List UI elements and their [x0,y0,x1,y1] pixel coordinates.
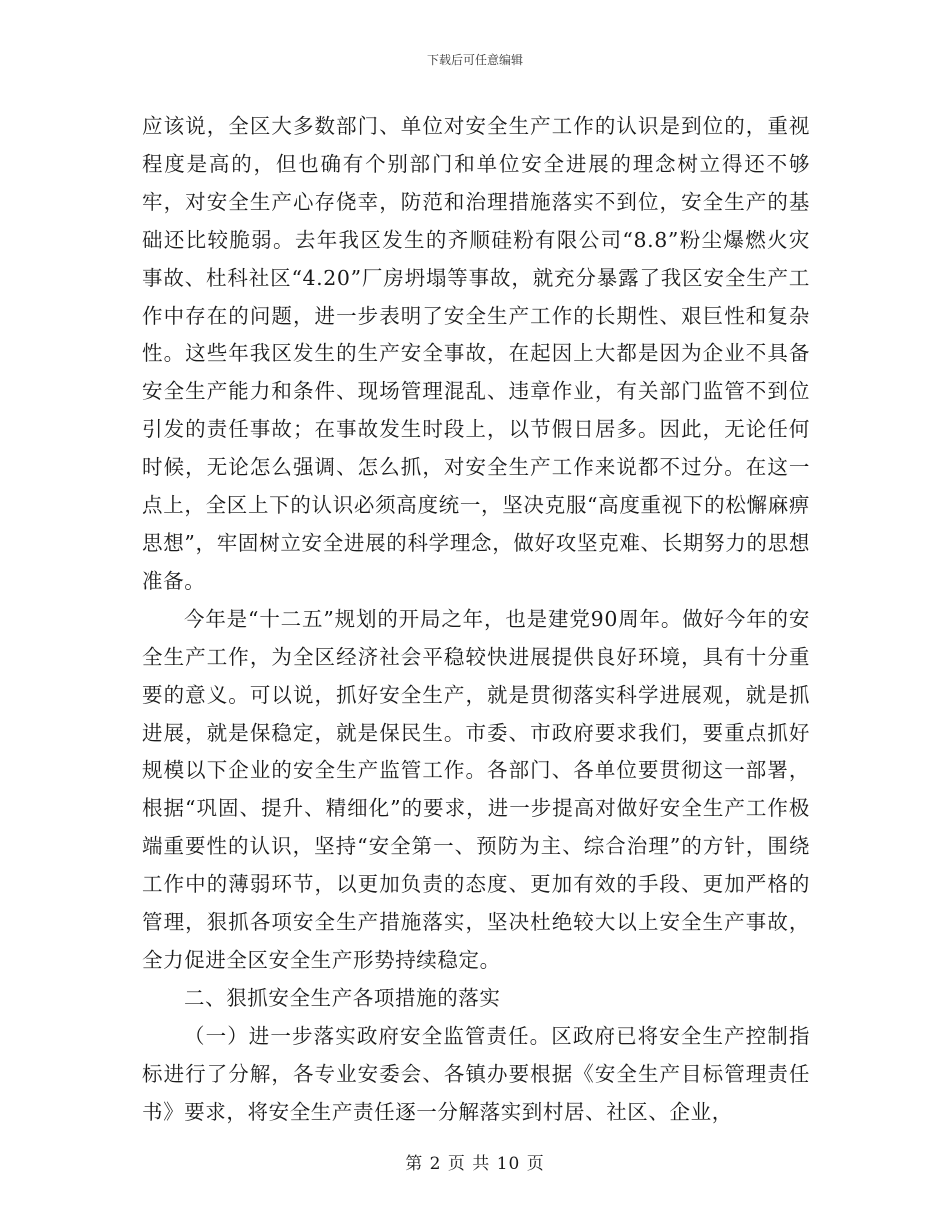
paragraph-4: （一）进一步落实政府安全监管责任。区政府已将安全生产控制指标进行了分解，各专业安委会、各镇办要根据《安全生产目标管理责任书》要求，将安全生产责任逐一分解落实到村居、社区、企业， [142,1023,810,1124]
paragraph-2: 今年是“十二五”规划的开局之年，也是建党90周年。做好今年的安全生产工作，为全区经济社会平稳较快进展提供良好环境，具有十分重要的意义。可以说，抓好安全生产，就是贯彻落实科学进展观，就是抓进展，就是保稳定，就是保民生。市委、市政府要求我们，要重点抓好规模以下企业的安全生产监管工作。各部门、各单位要贯彻这一部署，根据“巩固、提升、精细化”的要求，进一步提高对做好安全生产工作极端重要性的认识，坚持“安全第一、预防为主、综合治理”的方针，围绕工作中的薄弱环节，以更加负责的态度、更加有效的手段、更加严格的管理，狠抓各项安全生产措施落实，坚决杜绝较大以上安全生产事故，全力促进全区安全生产形势持续稳定。 [142,606,810,972]
section-heading: 二、狠抓安全生产各项措施的落实 [184,985,501,1010]
page-indicator: 第 2 页 共 10 页 [405,1154,545,1174]
header-note: 下载后可任意编辑 [426,53,523,67]
paragraph-1: 应该说，全区大多数部门、单位对安全生产工作的认识是到位的，重视程度是高的，但也确有个别部门和单位安全进展的理念树立得还不够牢，对安全生产心存侥幸，防范和治理措施落实不到位，安全生产的基础还比较脆弱。去年我区发生的齐顺硅粉有限公司“8.8”粉尘爆燃火灾事故、杜科社区“4.20”厂房坍塌等事故，就充分暴露了我区安全生产工作中存在的问题，进一步表明了安全生产工作的长期性、艰巨性和复杂性。这些年我区发生的生产安全事故，在起因上大都是因为企业不具备安全生产能力和条件、现场管理混乱、违章作业，有关部门监管不到位引发的责任事故；在事故发生时段上，以节假日居多。因此，无论任何时候，无论怎么强调、怎么抓，对安全生产工作来说都不过分。在这一点上，全区上下的认识必须高度统一，坚决克服“高度重视下的松懈麻痹思想”，牢固树立安全进展的科学理念，做好攻坚克难、长期努力的思想准备。 [142,114,810,593]
document-body [142,108,810,1131]
